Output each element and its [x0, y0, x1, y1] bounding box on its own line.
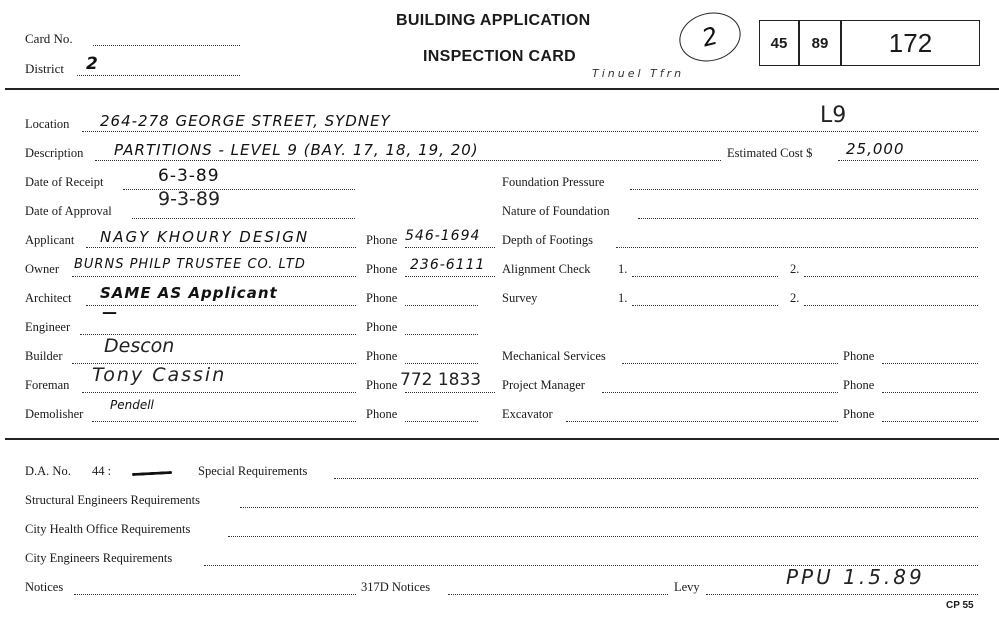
survey-line1	[632, 305, 778, 306]
location-note: L9	[820, 103, 847, 128]
description-label: Description	[25, 146, 84, 160]
project-manager-line	[602, 392, 838, 393]
foreman-line	[82, 392, 356, 393]
architect-phone-line	[405, 305, 478, 306]
owner-label: Owner	[25, 262, 60, 276]
box-b-text: 89	[811, 34, 829, 52]
location-label: Location	[25, 117, 70, 131]
mechanical-services-phone-label: Phone	[843, 349, 875, 363]
estimated-cost-label: Estimated Cost $	[727, 146, 813, 160]
applicant-phone-label: Phone	[366, 233, 398, 247]
description-line	[95, 160, 721, 161]
survey-n2: 2.	[790, 291, 800, 305]
depth-of-footings-label: Depth of Footings	[502, 233, 593, 247]
engineer-phone-line	[405, 334, 478, 335]
card-no-label: Card No.	[25, 31, 73, 46]
location-value: 264-278 GEORGE STREET, SYDNEY	[100, 112, 391, 130]
circled-number	[674, 6, 746, 68]
applicant-value: NAGY KHOURY DESIGN	[100, 228, 310, 246]
project-manager-label: Project Manager	[502, 378, 585, 392]
alignment-check-n1: 1.	[618, 262, 628, 276]
nature-of-foundation-label: Nature of Foundation	[502, 204, 610, 218]
architect-label: Architect	[25, 291, 72, 305]
scribble-note: Tinuel Tfrn	[592, 67, 685, 80]
applicant-label: Applicant	[25, 233, 75, 247]
notices-label: Notices	[25, 580, 64, 594]
mechanical-services-phone-line	[882, 363, 978, 364]
structural-requirements-line	[240, 507, 978, 508]
mechanical-services-label: Mechanical Services	[502, 349, 606, 363]
excavator-line	[566, 421, 838, 422]
excavator-label: Excavator	[502, 407, 553, 421]
form-code: CP 55	[946, 600, 974, 611]
owner-phone: 236-6111	[410, 257, 486, 273]
date-of-approval-label: Date of Approval	[25, 204, 112, 218]
notices-317d-label: 317D Notices	[361, 580, 431, 594]
box-a-text: 45	[770, 34, 788, 52]
structural-requirements-label: Structural Engineers Requirements	[25, 493, 200, 507]
alignment-check-label: Alignment Check	[502, 262, 591, 276]
circled-number-text: 2	[699, 21, 721, 53]
builder-phone-line	[405, 363, 478, 364]
applicant-phone: 546-1694	[405, 228, 481, 244]
owner-phone-label: Phone	[366, 262, 398, 276]
architect-line	[86, 305, 356, 306]
engineer-label: Engineer	[25, 320, 71, 334]
date-of-approval-line	[132, 218, 355, 219]
box-a	[759, 20, 799, 66]
foreman-phone: 772 1833	[400, 370, 482, 390]
architect-value: SAME AS Applicant	[100, 284, 278, 302]
health-requirements-label: City Health Office Requirements	[25, 522, 191, 536]
owner-value: BURNS PHILP TRUSTEE CO. LTD	[74, 257, 306, 272]
architect-phone-label: Phone	[366, 291, 398, 305]
levy-note: PPU 1.5.89	[786, 565, 925, 589]
excavator-phone-line	[882, 421, 978, 422]
date-of-receipt-label: Date of Receipt	[25, 175, 104, 189]
da-no-value: 44 :	[92, 464, 112, 478]
engineer-value: —	[102, 303, 118, 321]
demolisher-label: Demolisher	[25, 407, 84, 421]
special-requirements-line	[334, 478, 978, 479]
estimated-cost-value: 25,000	[846, 140, 905, 158]
box-b	[799, 20, 841, 66]
description-value: PARTITIONS - LEVEL 9 (BAY. 17, 18, 19, 20)	[114, 141, 479, 159]
levy-label: Levy	[674, 580, 700, 594]
district-value: 2	[86, 54, 99, 74]
box-c-text: 172	[888, 27, 933, 58]
project-manager-phone-label: Phone	[843, 378, 875, 392]
excavator-phone-label: Phone	[843, 407, 875, 421]
district-label: District	[25, 61, 64, 76]
da-no-dash	[132, 471, 172, 476]
form-title-line1: BUILDING APPLICATION	[396, 12, 591, 29]
foundation-pressure-label: Foundation Pressure	[502, 175, 605, 189]
mechanical-services-line	[622, 363, 838, 364]
alignment-check-n2: 2.	[790, 262, 800, 276]
notices-line	[74, 594, 356, 595]
survey-label: Survey	[502, 291, 538, 305]
owner-line	[72, 276, 356, 277]
builder-value: Descon	[104, 335, 175, 357]
foundation-pressure-line	[630, 189, 978, 190]
notices-317d-line	[448, 594, 668, 595]
da-no-label: D.A. No.	[25, 464, 71, 478]
nature-of-foundation-line	[638, 218, 978, 219]
estimated-cost-line	[838, 160, 978, 161]
applicant-line	[86, 247, 356, 248]
depth-of-footings-line	[616, 247, 978, 248]
builder-label: Builder	[25, 349, 63, 363]
alignment-check-line2	[804, 276, 978, 277]
engineer-phone-label: Phone	[366, 320, 398, 334]
applicant-phone-line	[405, 247, 495, 248]
form-title-line2: INSPECTION CARD	[423, 48, 576, 65]
owner-phone-line	[405, 276, 495, 277]
divider-middle	[5, 438, 999, 440]
city-engineers-requirements-label: City Engineers Requirements	[25, 551, 173, 565]
foreman-phone-line	[405, 392, 495, 393]
foreman-value: Tony Cassin	[92, 364, 227, 386]
demolisher-phone-line	[405, 421, 478, 422]
demolisher-value: Pendell	[110, 398, 154, 412]
levy-line	[706, 594, 978, 595]
foreman-phone-label: Phone	[366, 378, 398, 392]
district-line	[77, 75, 240, 76]
survey-n1: 1.	[618, 291, 628, 305]
demolisher-phone-label: Phone	[366, 407, 398, 421]
alignment-check-line1	[632, 276, 778, 277]
card-no-line	[93, 45, 240, 46]
location-line	[82, 131, 978, 132]
date-of-receipt-value: 6-3-89	[158, 166, 220, 186]
project-manager-phone-line	[882, 392, 978, 393]
special-requirements-label: Special Requirements	[198, 464, 308, 478]
date-of-approval-value: 9-3-89	[158, 188, 221, 210]
health-requirements-line	[228, 536, 978, 537]
foreman-label: Foreman	[25, 378, 70, 392]
survey-line2	[804, 305, 978, 306]
demolisher-line	[92, 421, 356, 422]
builder-phone-label: Phone	[366, 349, 398, 363]
box-c	[841, 20, 980, 66]
divider-top	[5, 88, 999, 90]
